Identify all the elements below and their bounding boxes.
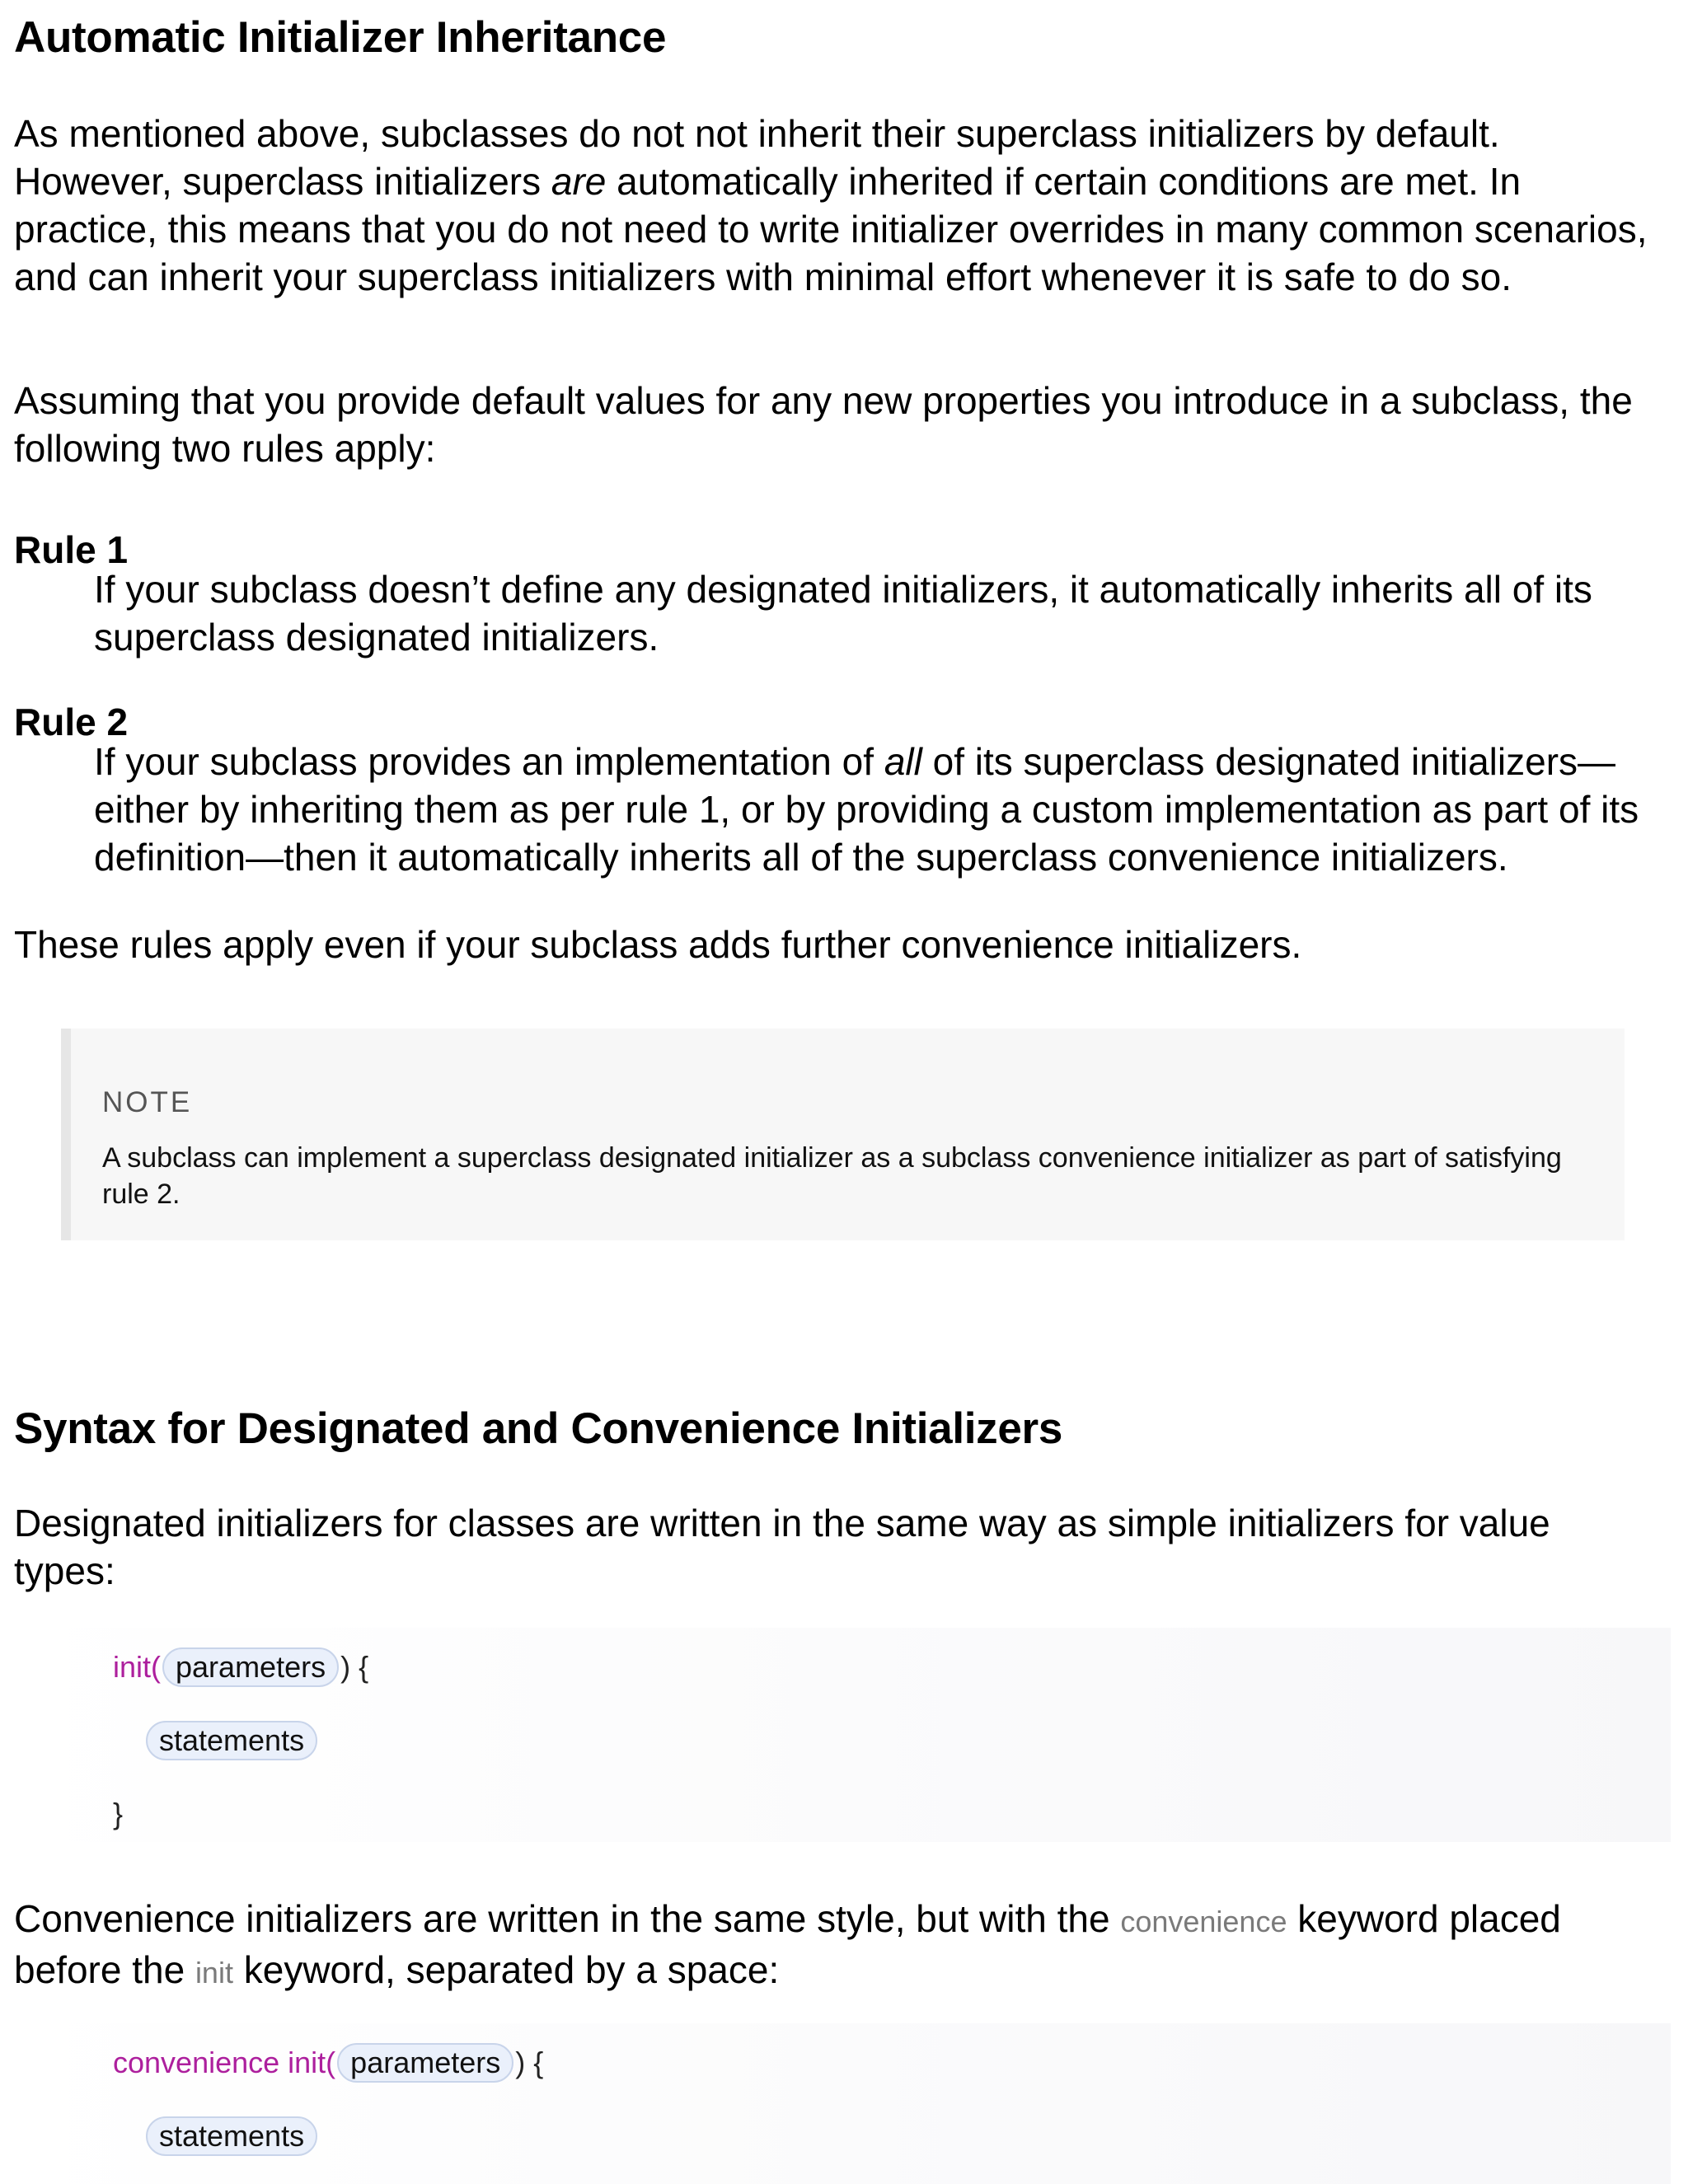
code-line <box>144 1719 319 1762</box>
section-heading-syntax: Syntax for Designated and Convenience Initializers <box>14 1404 1063 1453</box>
paragraph-rules-intro: Assuming that you provide default values for any new properties you introduce in a subclass, the following two rules apply: <box>14 379 1633 470</box>
text-fragment: automatically inherited if certain conditions are met. In practice, this means that you do not need to write initializer overrides in many common scenarios, and can inherit your superclass initializers with minimal effort whenever it is safe to do so. <box>14 160 1648 298</box>
text-fragment: Convenience initializers are written in the same style, but with the <box>14 1897 1121 1940</box>
paragraph-designated-syntax: Designated initializers for classes are written in the same way as simple initializers for value types: <box>14 1502 1550 1592</box>
inline-code-convenience: convenience <box>1120 1905 1287 1938</box>
code-line <box>144 2115 319 2158</box>
section-heading-automatic-initializer-inheritance: Automatic Initializer Inheritance <box>14 13 667 62</box>
rule-1-title: Rule 1 <box>14 528 129 571</box>
statements-placeholder: statements <box>146 2116 317 2156</box>
emphasis-text: are <box>551 160 607 203</box>
rule-2-body <box>94 738 1676 881</box>
text-fragment: As mentioned above, subclasses do not not inherit their superclass initializers by default. However, superclass initializers <box>14 112 1500 203</box>
code-block-convenience-initializer <box>14 2023 1671 2184</box>
rule-2-title: Rule 2 <box>14 701 129 743</box>
code-line <box>113 1646 368 1689</box>
text-fragment: keyword placed before the <box>14 1897 1561 1991</box>
code-punctuation: ) { <box>515 2046 544 2079</box>
inline-code-init: init <box>195 1956 233 1990</box>
text-fragment: If your subclass provides an implementation of <box>94 740 884 783</box>
text-fragment: keyword, separated by a space: <box>232 1948 780 1991</box>
text-fragment: of its superclass designated initializers—either by inheriting them as per rule 1, or by providing a custom implementation as part of its definition—then it automatically inherits all of the superclass convenience initializers. <box>94 740 1639 879</box>
rule-1-body: If your subclass doesn’t define any designated initializers, it automatically inherits all of its superclass designated initializers. <box>94 568 1592 658</box>
statements-placeholder: statements <box>146 1721 317 1760</box>
paragraph-initializer-inheritance-intro <box>14 110 1654 301</box>
code-line <box>113 1793 123 1835</box>
code-punctuation: ) { <box>340 1650 369 1684</box>
code-block-designated-initializer <box>14 1628 1671 1842</box>
note-box <box>61 1029 1625 1240</box>
paragraph-convenience-syntax <box>14 1895 1654 1997</box>
code-line <box>113 2041 543 2084</box>
paragraph-rules-apply: These rules apply even if your subclass adds further convenience initializers. <box>14 923 1302 966</box>
keyword-init: init( <box>113 1650 162 1684</box>
emphasis-text: all <box>884 740 922 783</box>
note-text: A subclass can implement a superclass designated initializer as a subclass convenience initializer as part of satisfying rule 2. <box>102 1142 1562 1210</box>
parameters-placeholder: parameters <box>162 1647 339 1687</box>
parameters-placeholder: parameters <box>337 2043 513 2083</box>
code-closing-brace: } <box>113 1797 124 1830</box>
keyword-convenience-init: convenience init( <box>113 2046 336 2079</box>
note-label: NOTE <box>102 1086 193 1118</box>
